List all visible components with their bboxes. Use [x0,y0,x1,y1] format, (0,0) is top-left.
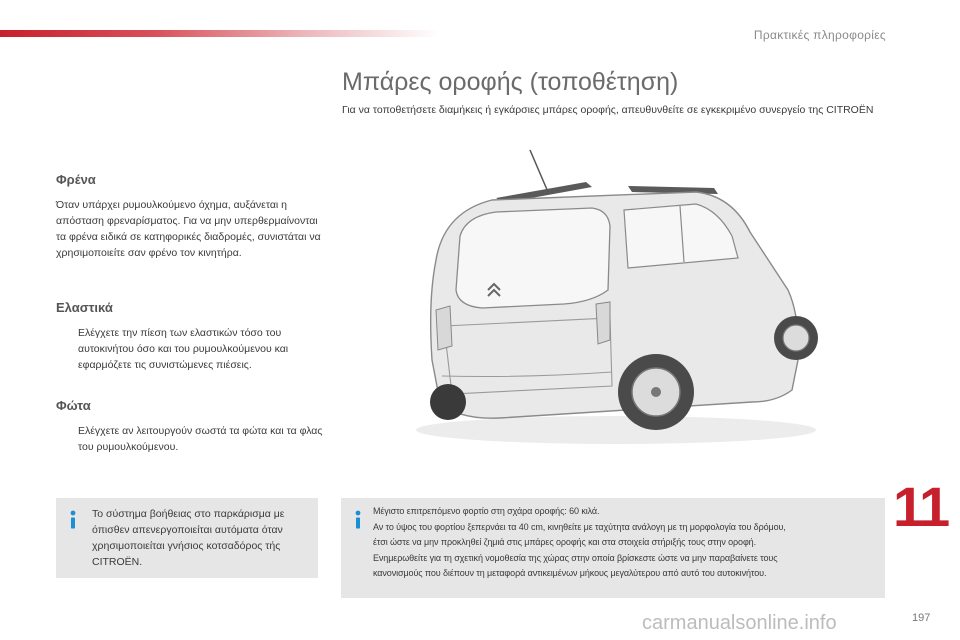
lights-section [56,398,326,455]
tyres-bullet [56,325,326,373]
info-line: Αν το ύψος του φορτίου ξεπερνάει τα 40 cm, κινηθείτε με ταχύτητα ανάλογη με τη μορφολογία του δρόμου, [373,521,786,532]
info-line: Ενημερωθείτε για τη σχετική νομοθεσία της χώρας στην οποία βρίσκεστε ώστε να μην παραβαίνετε τους [373,552,778,563]
brakes-section [56,172,326,261]
info-box-roof-load-text [373,504,883,582]
tyres-section [56,300,326,373]
lights-heading: Φώτα [56,398,91,413]
info-icon [351,510,365,530]
info-box-roof-load [341,498,885,598]
page-title: Μπάρες οροφής (τοποθέτηση) [342,68,679,96]
brakes-text: Όταν υπάρχει ρυμουλκούμενο όχημα, αυξάνεται η απόσταση φρεναρίσματος. Για να μην υπερθερμαίνονται τα φρένα ειδικά σε κατηφορικές διαδρομές, συνιστάται να χρησιμοποιείτε σαν φρένο τον κινητήρα. [56,199,321,259]
info-line: Μέγιστο επιτρεπόμενο φορτίο στη σχάρα οροφής: 60 κιλά. [373,506,600,516]
lights-bullet-text: Ελέγχετε αν λειτουργούν σωστά τα φώτα και τα φλας του ρυμουλκούμενου. [78,425,323,453]
page-intro: Για να τοποθετήσετε διαμήκεις ή εγκάρσιες μπάρες οροφής, απευθυνθείτε σε εγκεκριμένο συνεργείο της CITROËN [342,104,874,116]
bullet-icon [56,423,78,455]
info-box-parking [56,498,318,578]
chapter-number: 11 [893,475,949,538]
info-line: κανονισμούς που διέπουν τη μεταφορά αντικειμένων μήκους μεγαλύτερου από αυτό του αυτοκινήτου. [373,568,767,578]
bullet-icon [56,325,78,373]
page-number: 197 [912,612,931,624]
info-box-parking-text: Το σύστημα βοήθειας στο παρκάρισμα με όπισθεν απενεργοποιείται αυτόματα όταν χρησιμοποιείται γνήσιος κοτσαδόρος τής CITROËN. [92,508,285,568]
info-line: έτσι ώστε να μην προκληθεί ζημιά στις μπάρες οροφής και στα στοιχεία στήριξής τους στην οροφή. [373,537,756,547]
top-accent-bar [0,30,440,37]
tyres-heading: Ελαστικά [56,300,113,315]
section-header: Πρακτικές πληροφορίες [753,28,886,42]
car-illustration [396,140,836,460]
lights-bullet [56,423,326,455]
watermark: carmanualsonline.info [642,612,837,634]
tyres-bullet-text: Ελέγχετε την πίεση των ελαστικών τόσο του αυτοκινήτου όσο και του ρυμουλκούμενου και εφαρμόζετε τις συνιστώμενες πιέσεις. [78,327,289,371]
info-icon [66,510,80,530]
brakes-heading: Φρένα [56,172,96,187]
